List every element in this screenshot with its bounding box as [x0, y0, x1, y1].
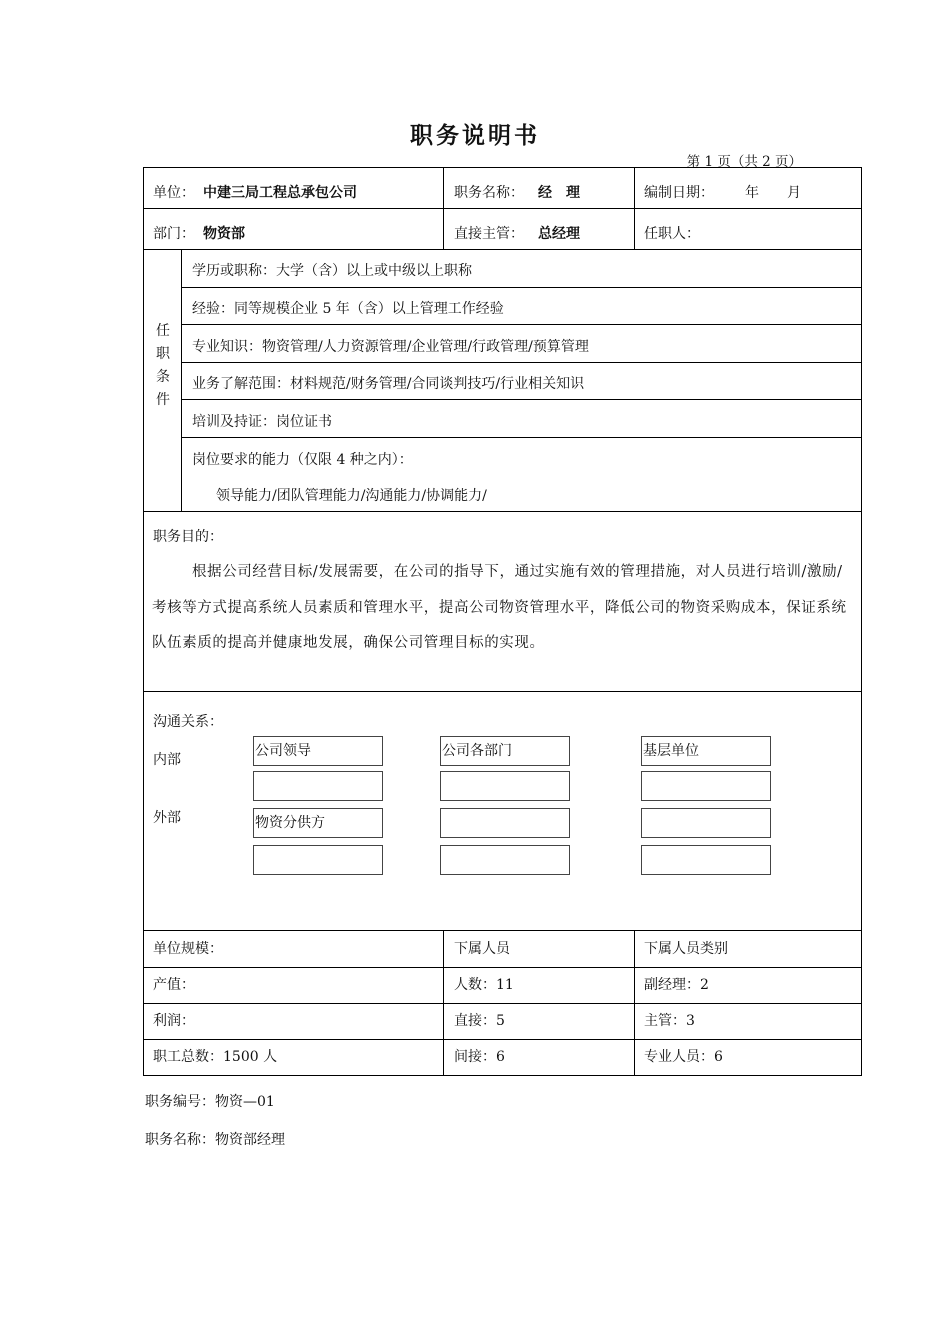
- internal-contact-box: 基层单位: [641, 736, 771, 766]
- headcount: 人数：11: [454, 977, 514, 993]
- external-contact-box: [440, 845, 570, 875]
- unit-value: 中建三局工程总承包公司: [203, 185, 357, 201]
- indirect-count: 间接：6: [454, 1049, 505, 1065]
- training-requirement: 培训及持证：岗位证书: [192, 414, 332, 430]
- communication-label: 沟通关系：: [153, 714, 223, 730]
- section-char: 条: [156, 369, 170, 385]
- date-year: 年: [745, 185, 759, 201]
- supervisor-count: 主管：3: [644, 1013, 695, 1029]
- section-char: 任: [156, 323, 170, 339]
- position-value: 经 理: [538, 185, 580, 201]
- requirements-section-label: [155, 320, 171, 412]
- business-scope-requirement: 业务了解范围：材料规范/财务管理/合同谈判技巧/行业相关知识: [192, 376, 585, 392]
- date-label: 编制日期：: [644, 185, 714, 201]
- job-name: 职务名称：物资部经理: [145, 1132, 285, 1148]
- external-contact-box: [641, 845, 771, 875]
- job-code: 职务编号：物资—01: [145, 1094, 275, 1110]
- knowledge-requirement: 专业知识：物资管理/人力资源管理/企业管理/行政管理/预算管理: [192, 339, 589, 355]
- direct-count: 直接：5: [454, 1013, 505, 1029]
- internal-contact-box: [440, 771, 570, 801]
- output-label: 产值：: [153, 977, 195, 993]
- scale-label: 单位规模：: [153, 941, 223, 957]
- purpose-text: 根据公司经营目标/发展需要，在公司的指导下，通过实施有效的管理措施，对人员进行培训/激励/考核等方式提高系统人员素质和管理水平，提高公司物资管理水平，降低公司的物资采购成本，保证系统队伍素质的提高并健康地发展，确保公司管理目标的实现。: [152, 564, 847, 651]
- education-requirement: 学历或职称：大学（含）以上或中级以上职称: [192, 263, 472, 279]
- dept-value: 物资部: [203, 226, 245, 242]
- profit-label: 利润：: [153, 1013, 195, 1029]
- position-label: 职务名称：: [454, 185, 524, 201]
- dept-label: 部门：: [153, 226, 195, 242]
- internal-contact-box: [641, 771, 771, 801]
- external-contact-box: 物资分供方: [253, 808, 383, 838]
- subordinate-types-label: 下属人员类别: [644, 941, 728, 957]
- external-contact-box: [253, 845, 383, 875]
- purpose-label: 职务目的：: [153, 529, 223, 545]
- internal-contact-box: 公司领导: [253, 736, 383, 766]
- incumbent-label: 任职人：: [644, 226, 700, 242]
- supervisor-label: 直接主管：: [454, 226, 524, 242]
- experience-requirement: 经验：同等规模企业 5 年（含）以上管理工作经验: [192, 301, 504, 317]
- internal-contact-box: [253, 771, 383, 801]
- total-staff: 职工总数：1500 人: [153, 1049, 278, 1065]
- document-title: 职务说明书: [410, 122, 540, 149]
- ability-label: 岗位要求的能力（仅限 4 种之内）：: [192, 452, 413, 468]
- section-char: 职: [156, 346, 170, 362]
- external-contact-box: [641, 808, 771, 838]
- page-number: 第 1 页（共 2 页）: [686, 154, 802, 170]
- section-char: 件: [156, 392, 170, 408]
- professional-count: 专业人员：6: [644, 1049, 723, 1065]
- ability-value: 领导能力/团队管理能力/沟通能力/协调能力/: [216, 488, 487, 504]
- internal-contact-box: 公司各部门: [440, 736, 570, 766]
- supervisor-value: 总经理: [538, 226, 580, 242]
- unit-label: 单位：: [153, 185, 195, 201]
- external-contact-box: [440, 808, 570, 838]
- external-label: 外部: [153, 810, 181, 826]
- deputy-manager-count: 副经理：2: [644, 977, 709, 993]
- date-month: 月: [787, 185, 801, 201]
- subordinates-label: 下属人员: [454, 941, 510, 957]
- internal-label: 内部: [153, 752, 181, 768]
